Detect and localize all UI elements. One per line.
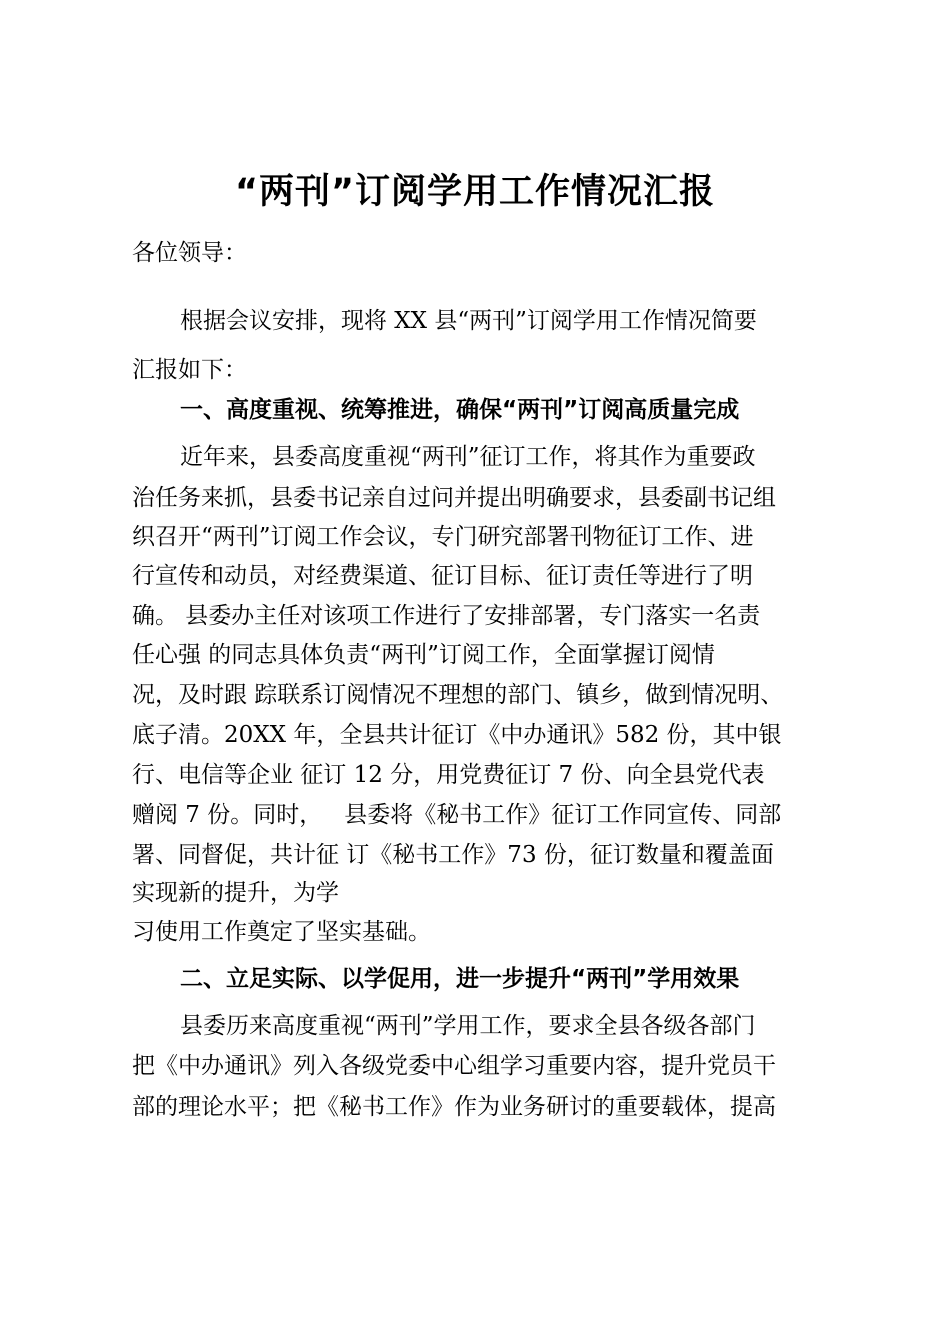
section-1-line: 底子清。20XX 年，全县共计征订《中办通讯》582 份，其中银 [132, 722, 782, 748]
section-1-line: 任心强 的同志具体负责“两刊”订阅工作，全面掌握订阅情 [132, 642, 715, 668]
section-1-line: 治任务来抓，县委书记亲自过问并提出明确要求，县委副书记组 [132, 485, 776, 511]
section-2-line: 把《中办通讯》列入各级党委中心组学习重要内容，提升党员干 [132, 1053, 776, 1079]
section-1-line: 织召开“两刊”订阅工作会议，专门研究部署刊物征订工作、进 [132, 524, 754, 550]
intro-line-1: 根据会议安排，现将 XX 县“两刊”订阅学用工作情况简要 [180, 308, 757, 334]
section-2-heading: 二、立足实际、以学促用，进一步提升“两刊”学用效果 [180, 966, 740, 992]
document-title: “两刊”订阅学用工作情况汇报 [234, 172, 715, 212]
section-1-line: 署、同督促，共计征 订《秘书工作》73 份，征订数量和覆盖面 [132, 842, 774, 868]
section-1-line: 习使用工作奠定了坚实基础。 [132, 919, 431, 945]
section-1-line: 行、电信等企业 征订 12 分，用党费征订 7 份、向全县党代表 [132, 762, 765, 788]
section-1-line: 赠阅 7 份。同时， 县委将《秘书工作》征订工作同宣传、同部 [132, 802, 782, 828]
section-1-line: 行宣传和动员，对经费渠道、征订目标、征订责任等进行了明 [132, 563, 753, 589]
section-1-line: 近年来，县委高度重视“两刊”征订工作，将其作为重要政 [180, 444, 756, 470]
section-2-line: 部的理论水平；把《秘书工作》作为业务研讨的重要载体，提高 [132, 1094, 776, 1120]
intro-line-2: 汇报如下： [132, 357, 247, 383]
salutation: 各位领导： [132, 240, 247, 266]
section-1-heading: 一、高度重视、统筹推进，确保“两刊”订阅高质量完成 [180, 397, 740, 423]
section-1-line: 况，及时跟 踪联系订阅情况不理想的部门、镇乡，做到情况明、 [132, 682, 784, 708]
section-1-line: 确。 县委办主任对该项工作进行了安排部署，专门落实一名责 [132, 603, 761, 629]
section-2-line: 县委历来高度重视“两刊”学用工作，要求全县各级各部门 [180, 1013, 756, 1039]
section-1-line: 实现新的提升，为学 [132, 880, 339, 906]
